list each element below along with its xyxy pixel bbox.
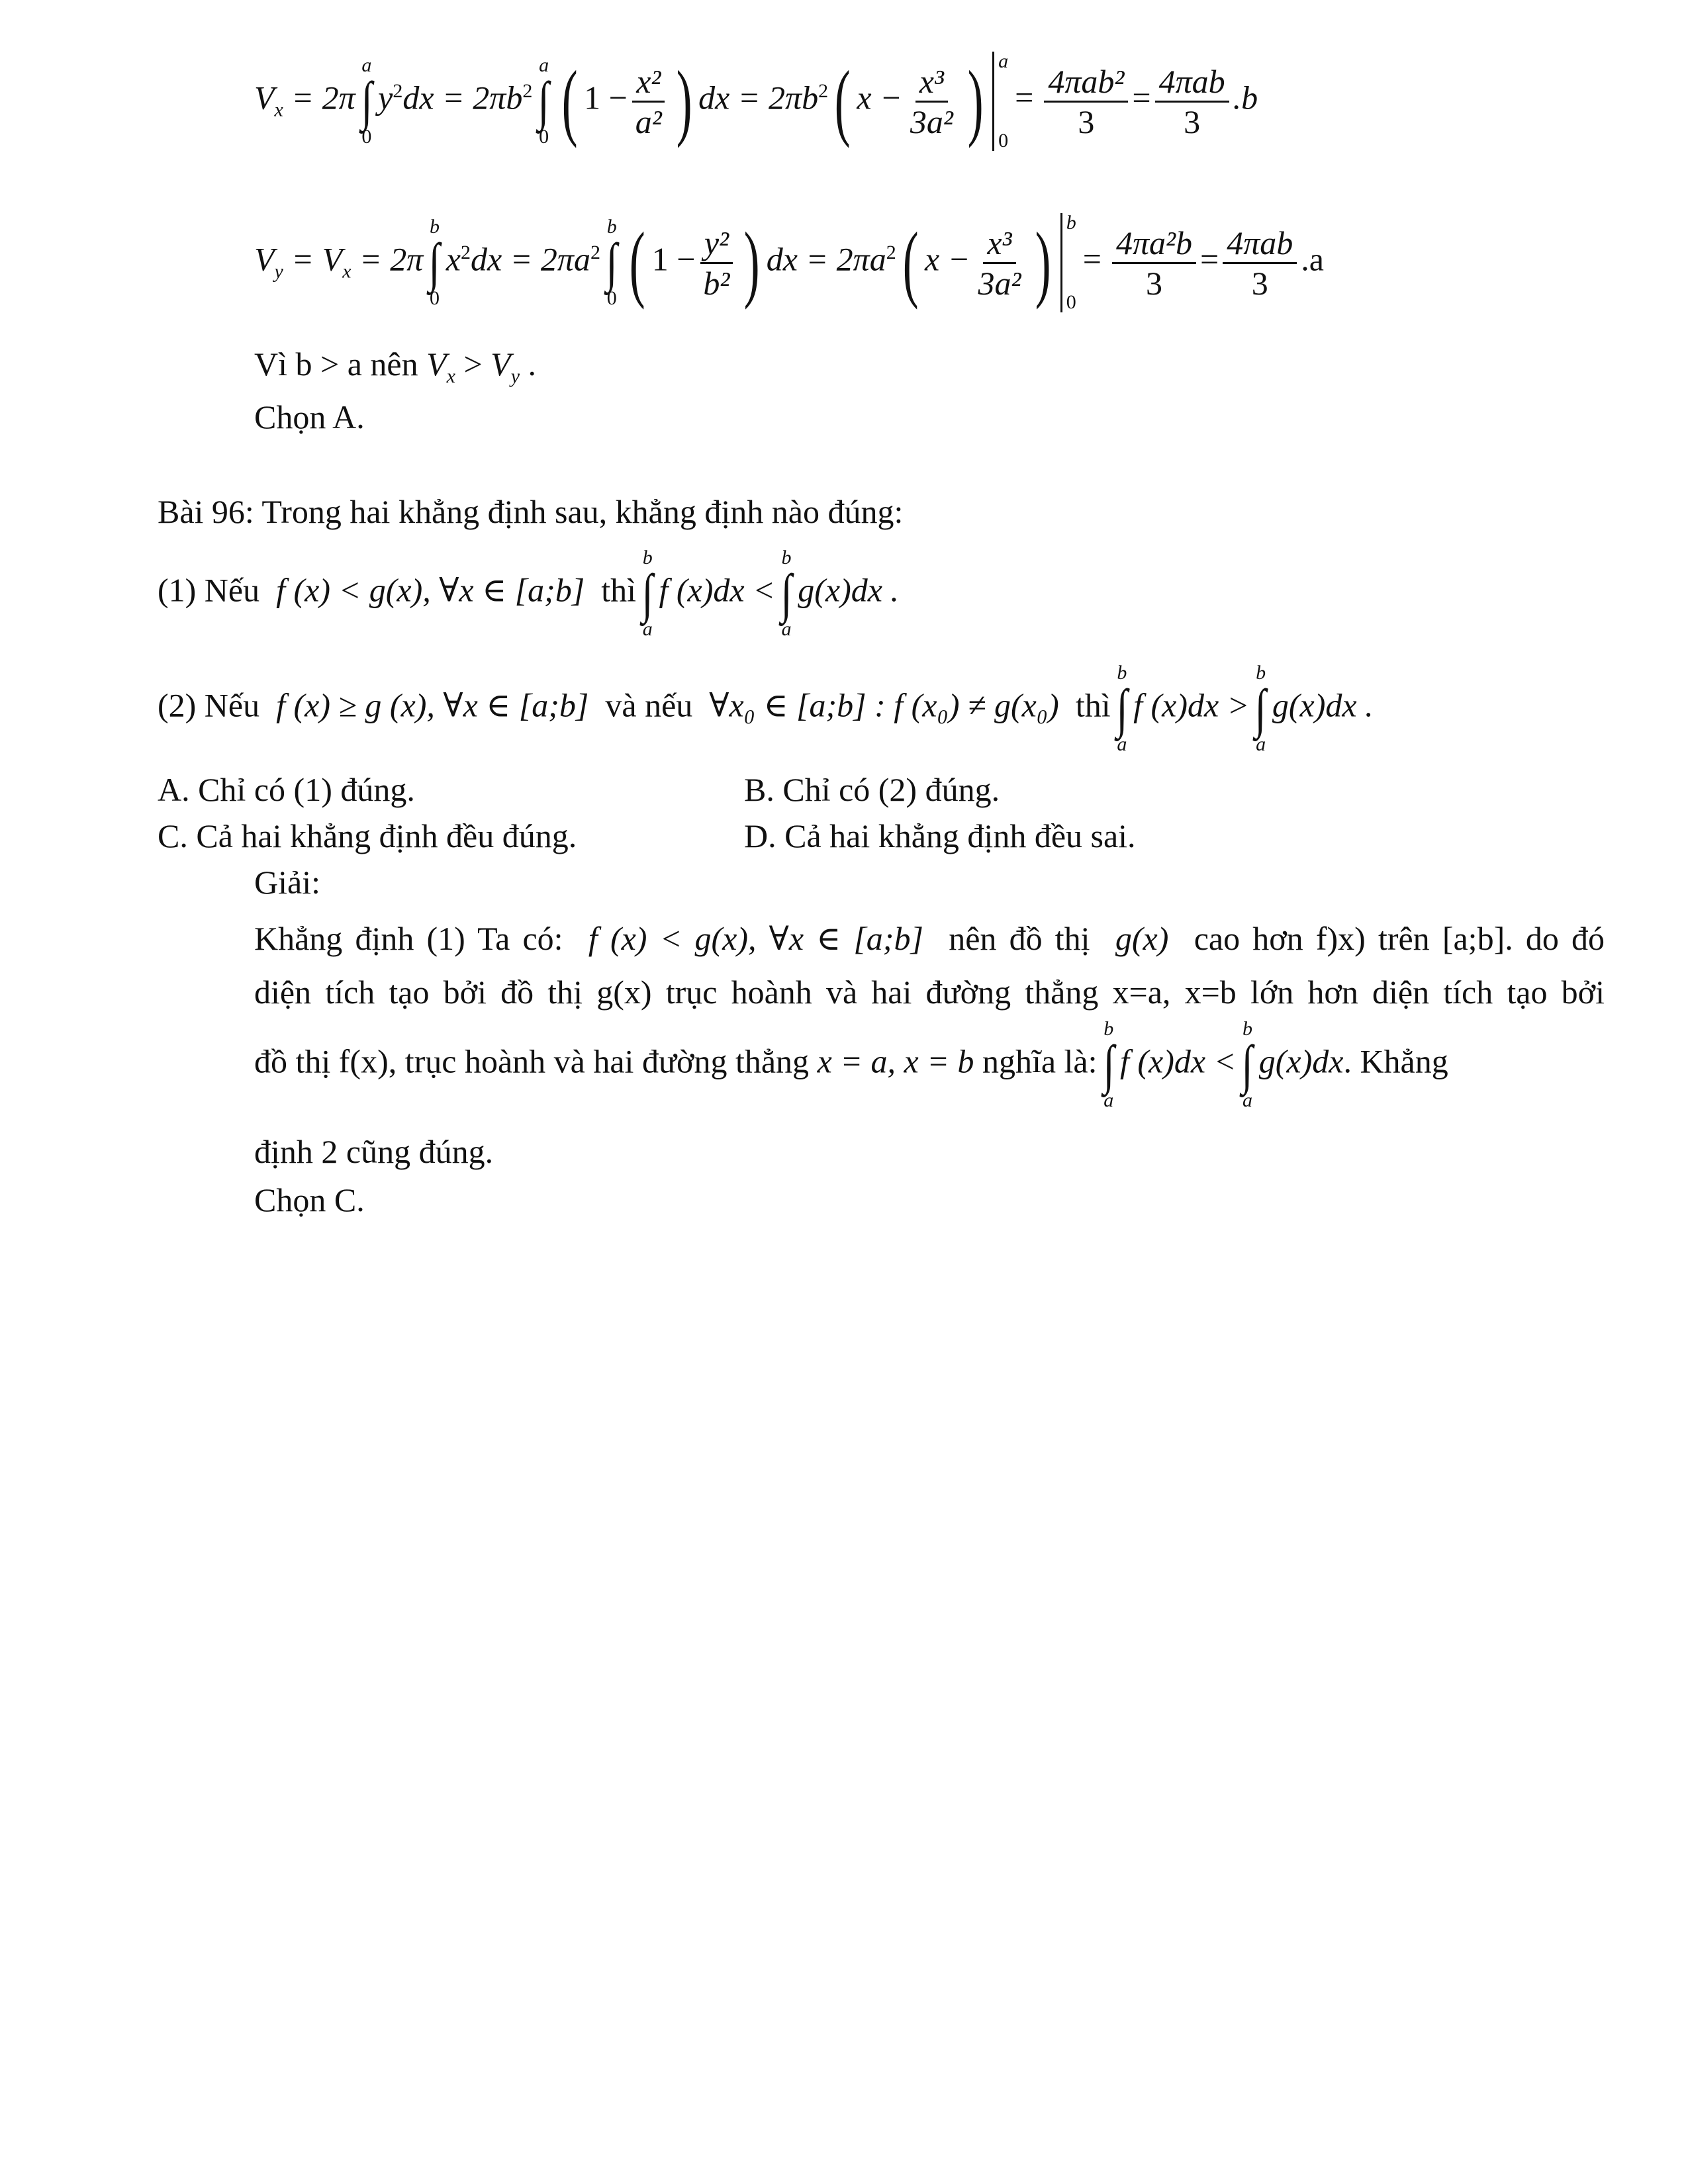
option-d: D. Cả hai khẳng định đều sai. [744,817,1136,854]
vy-frac1-den: b² [703,264,730,302]
vy-part5-sup: 2 [886,241,896,263]
sol1-condition: f (x) < g(x), ∀x ∈ [a;b] [588,920,923,957]
vy-part7: = [1082,240,1102,278]
vx-fraction-4 [1155,62,1229,140]
vy-frac4-num: 4πab [1223,226,1297,264]
vx-frac2-num: x³ [915,65,948,103]
solution-line-4: định 2 cũng đúng. [254,1133,494,1170]
stmt2-int2-upper: b [1256,662,1266,684]
answer-c: Chọn C. [254,1181,365,1218]
vy-lhs-sub: y [274,260,283,283]
vy-part0: = V [283,240,343,278]
stmt1-integral-2: b ∫ a [780,547,792,640]
vx-integral-1: a ∫ 0 [361,54,373,148]
stmt2-integral-2: b ∫ a [1255,662,1267,755]
vx-part6: x − [857,79,902,116]
vy-frac1-num: y² [700,226,733,264]
vx-part2-sup: 2 [393,79,403,102]
equation-vy: $V_y = V_x = 2\pi$ b ∫ 0 $x^2dx = 2\pi a^2$ b ∫ 0 ( 1 − $\frac{\text{y²}}{\text{b²}}$ ) dx = $2\pi a^2$( x − $\frac{\text{x³}}{\text{3a²}}$ ) b 0 = $\frac{\text{4πa²b}}{3}$ = $\frac{\text{4πab}}{3}$ .a [254,212,1324,313]
sol3-eq: x = a, x = b [817,1042,974,1080]
vx-lhs-sub: x [274,99,283,121]
conclusion-v2-sub: y [510,365,520,387]
stmt1-mid: f (x)dx < [659,571,775,609]
vy-frac3-den: 3 [1145,264,1162,302]
sol3-end: . Khẳng [1343,1042,1448,1080]
stmt2-integral-1: b ∫ a [1116,662,1128,755]
vx-int2-lower: 0 [539,125,549,148]
conclusion-text: Vì b > a nên [254,345,418,383]
stmt1-int1-lower: a [642,617,653,640]
vy-part5: dx = 2πa [766,240,886,278]
conclusion-v1-sub: x [446,365,455,387]
vy-part8: = [1199,240,1219,278]
vx-part3: dx = 2πb [402,79,523,116]
sol3-prefix: đồ thị f(x), trục hoành và hai đường thẳng [254,1042,810,1080]
vx-fraction-3 [1044,62,1128,140]
stmt2-end: g(x)dx . [1272,686,1374,724]
vx-part3-sup: 2 [522,79,533,102]
vx-part4: 1 − [584,79,628,116]
vx-integral-2: a ∫ 0 [538,54,549,148]
sol3-int2-lower: a [1243,1089,1253,1111]
stmt1-int2-upper: b [781,547,792,569]
sol3-expr: f (x)dx < [1119,1042,1237,1080]
vy-integral-1: b ∫ 0 [429,216,440,309]
vx-part2: y [378,79,393,116]
vx-bar-lower: 0 [998,130,1009,152]
option-a: A. Chỉ có (1) đúng. [158,771,415,808]
stmt2-int1-upper: b [1117,662,1127,684]
vy-int2-lower: 0 [606,287,617,309]
option-c: C. Cả hai khẳng định đều đúng. [158,817,577,854]
vy-integral-2: b ∫ 0 [606,216,618,309]
vy-lhs: V [254,240,275,278]
stmt2-and: và nếu [605,686,693,724]
vx-int2-upper: a [539,54,549,77]
sol1-gx: g(x) [1115,920,1169,957]
vy-part0-sub: x [342,260,352,283]
vy-fraction-4 [1223,226,1297,300]
vx-fraction-1 [632,62,666,140]
sol3-integral-2: b ∫ a [1242,1018,1253,1111]
stmt1-end: g(x)dx . [798,571,899,609]
vy-part2: x [445,240,461,278]
vx-frac2-den: 3a² [910,103,953,140]
vx-part7: = [1015,79,1034,116]
sol3-expr2: g(x)dx [1258,1042,1344,1080]
sol3-mid: nghĩa là: [982,1042,1098,1080]
vy-part6: x − [925,240,970,278]
vy-int2-upper: b [606,216,617,238]
stmt2-int1-lower: a [1117,733,1127,755]
stmt2-prefix: (2) Nếu [158,686,260,724]
stmt2-int2-lower: a [1256,733,1266,755]
vy-frac2-num: x³ [983,226,1015,264]
vx-int1-lower: 0 [361,125,372,148]
stmt2-then: thì [1075,686,1111,724]
vx-frac3-den: 3 [1078,103,1095,140]
sol3-integral-1: b ∫ a [1103,1018,1115,1111]
vx-frac1-den: a² [635,103,662,140]
stmt1-condition: f (x) < g(x), ∀x ∈ [a;b] [276,571,585,609]
stmt1-integral-1: b ∫ a [641,547,653,640]
stmt1-then: thì [601,571,636,609]
vy-bar-lower: 0 [1066,291,1076,313]
vx-lhs: V [254,79,275,116]
stmt2-condition-2: ∀x₀ ∈ [a;b] : f (x₀) ≠ g(x₀) [709,686,1059,724]
vy-part4: 1 − [651,240,696,278]
vy-part3: dx = 2πa [470,240,590,278]
vx-part1: = 2π [283,79,355,116]
sol1-end: cao hơn f)x) trên [a;b]. do đó [1194,920,1605,957]
sol3-int1-lower: a [1103,1089,1114,1111]
conclusion-end: . [520,345,537,383]
vx-part5-sup: 2 [818,79,829,102]
vy-int1-upper: b [430,216,440,238]
vx-int1-upper: a [361,54,372,77]
vy-eval-bar [1060,213,1076,312]
statement-1 [158,548,899,639]
vx-tail: .b [1233,79,1258,116]
vx-frac3-num: 4πab² [1044,65,1128,103]
solution-line-3 [254,1019,1605,1111]
vx-fraction-2 [906,62,957,140]
stmt1-int1-upper: b [642,547,653,569]
vx-frac1-num: x² [632,65,665,103]
conclusion-v1: V [426,345,447,383]
vx-eval-bar [992,52,1008,151]
vy-bar-upper: b [1066,212,1076,234]
stmt2-mid: f (x)dx > [1133,686,1250,724]
stmt2-condition: f (x) ≥ g (x), ∀x ∈ [a;b] [276,686,589,724]
vy-fraction-3 [1112,226,1196,300]
statement-2 [158,663,1374,754]
vy-fraction-2 [974,226,1025,300]
solution-line-2: diện tích tạo bởi đồ thị g(x) trục hoành và hai đường thẳng x=a, x=b lớn hơn diện tích tạo bởi [254,974,1605,1011]
solution-label: Giải: [254,864,320,901]
vx-frac4-num: 4πab [1155,65,1229,103]
stmt1-prefix: (1) Nếu [158,571,260,609]
problem-96-title: Bài 96: Trong hai khẳng định sau, khẳng định nào đúng: [158,493,904,530]
sol3-int1-upper: b [1103,1018,1114,1040]
conclusion-gt: > [455,345,491,383]
solution-line-1 [254,922,1605,955]
sol1-mid: nên đồ thị [949,920,1090,957]
vx-bar-upper: a [998,50,1009,72]
vy-int1-lower: 0 [430,287,440,309]
vy-frac3-num: 4πa²b [1112,226,1196,264]
vy-part3-sup: 2 [590,241,600,263]
vy-part2-sup: 2 [460,241,471,263]
vx-part8: = [1132,79,1151,116]
vy-frac2-den: 3a² [978,264,1021,302]
vy-part1: = 2π [351,240,424,278]
vy-frac4-den: 3 [1251,264,1268,302]
sol3-int2-upper: b [1243,1018,1253,1040]
equation-vx: $V_x = 2\pi$ a ∫ 0 $y^2dx = 2\pi b^2$ a ∫ 0 ( 1 − $\frac{\text{x²}}{\text{a²}}$ ) dx = $2\pi b^2$( x − $\frac{\text{x³}}{\text{3a²}}$ ) a 0 = $\frac{\text{4πab²}}{3}$ = $\frac{\text{4πab}}{3}$ .b [254,50,1258,152]
vx-part5: dx = 2πb [698,79,819,116]
vy-tail: .a [1301,240,1324,278]
vx-frac4-den: 3 [1184,103,1201,140]
sol1-prefix: Khẳng định (1) Ta có: [254,920,563,957]
answer-a: Chọn A. [254,398,365,435]
conclusion-v2: V [491,345,511,383]
option-b: B. Chỉ có (2) đúng. [744,771,1000,808]
vy-fraction-1 [699,226,733,300]
stmt1-int2-lower: a [781,617,792,640]
conclusion-line [254,347,536,387]
